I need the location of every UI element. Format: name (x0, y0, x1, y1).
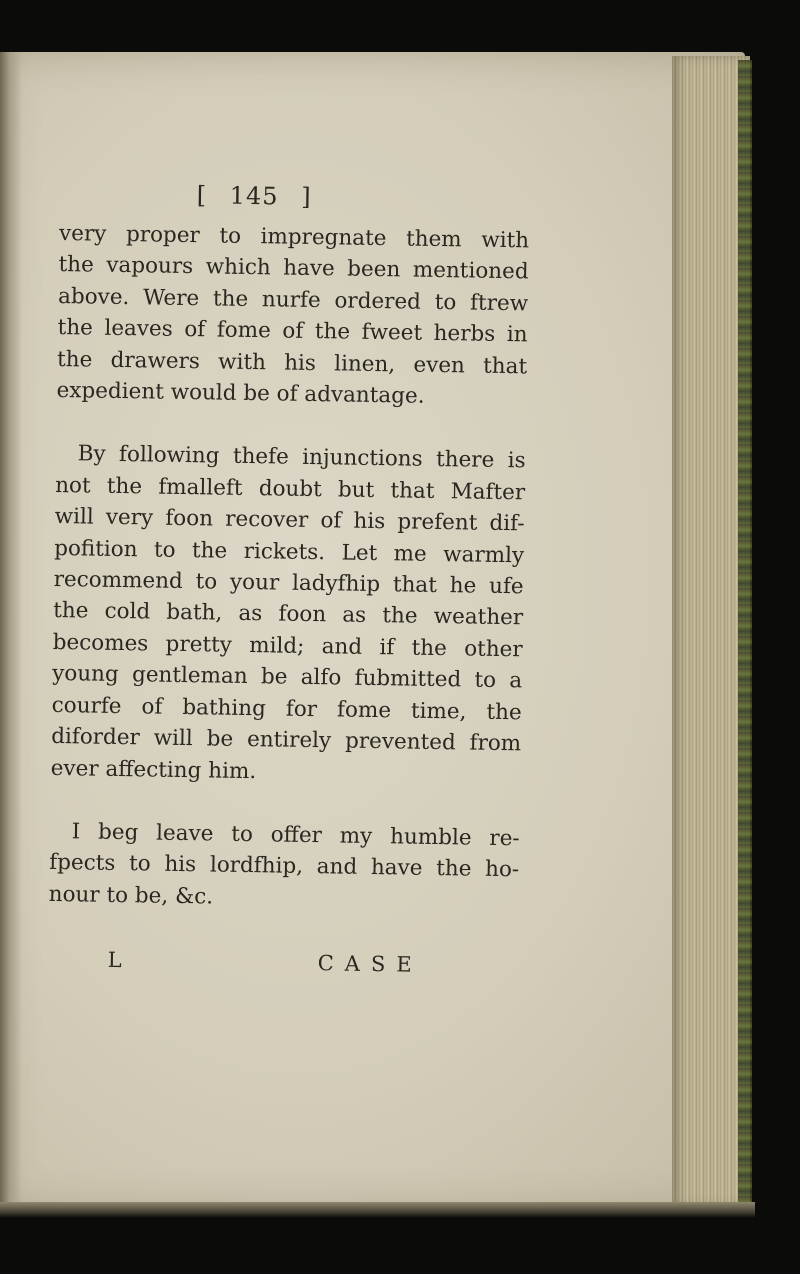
text-line: not the fmalleft doubt but that Mafter (54, 472, 526, 506)
text-line: recommend to your ladyfhip that he ufe (53, 567, 524, 600)
text-line: By following thefe injunctions there is (77, 441, 526, 474)
text-line: the drawers with his linen, even that (56, 346, 528, 379)
paragraph-1 (56, 218, 529, 414)
text-line: diforder will be entirely prevented from (51, 724, 522, 757)
text-line: ever affecting him. (50, 755, 257, 784)
text-line: becomes pretty mild; and if the other (52, 629, 523, 663)
text-line: I beg leave to offer my humble re- (71, 819, 520, 852)
text-line: very proper to impregnate them with (58, 220, 530, 254)
catchword: CASE (317, 951, 423, 977)
text-line: expedient would be of advantage. (56, 378, 425, 409)
header-bracket-open: [ (196, 181, 208, 210)
text-line: the vapours which have been mentioned (58, 252, 529, 285)
text-line: courfe of bathing for fome time, the (51, 692, 522, 726)
header-bracket-close: ] (300, 182, 312, 211)
book-cover-edge (738, 60, 752, 1205)
page-header (196, 180, 530, 225)
page-number: 145 (229, 181, 279, 211)
text-line: above. Were the nurfe ordered to ftrew (57, 283, 529, 317)
text-line: the cold bath, as foon as the weather (53, 598, 524, 631)
text-line: pofition to the rickets. Let me warmly (53, 535, 525, 568)
text-line: the leaves of fome of the fweet herbs in (57, 315, 528, 348)
paragraph-2 (50, 438, 525, 791)
page-bottom-edge (0, 1202, 755, 1218)
text-line: fpects to his lordfhip, and have the ho- (49, 850, 520, 883)
page-text (47, 178, 529, 983)
text-line: young gentleman be alfo fubmitted to a (52, 661, 523, 694)
paragraph-3 (49, 816, 520, 918)
text-line: nour to be, &c. (48, 881, 214, 910)
signature-mark: L (107, 947, 122, 973)
page-gutter-shadow (0, 52, 22, 1210)
text-line: will very foon recover of his prefent dif- (54, 504, 525, 537)
